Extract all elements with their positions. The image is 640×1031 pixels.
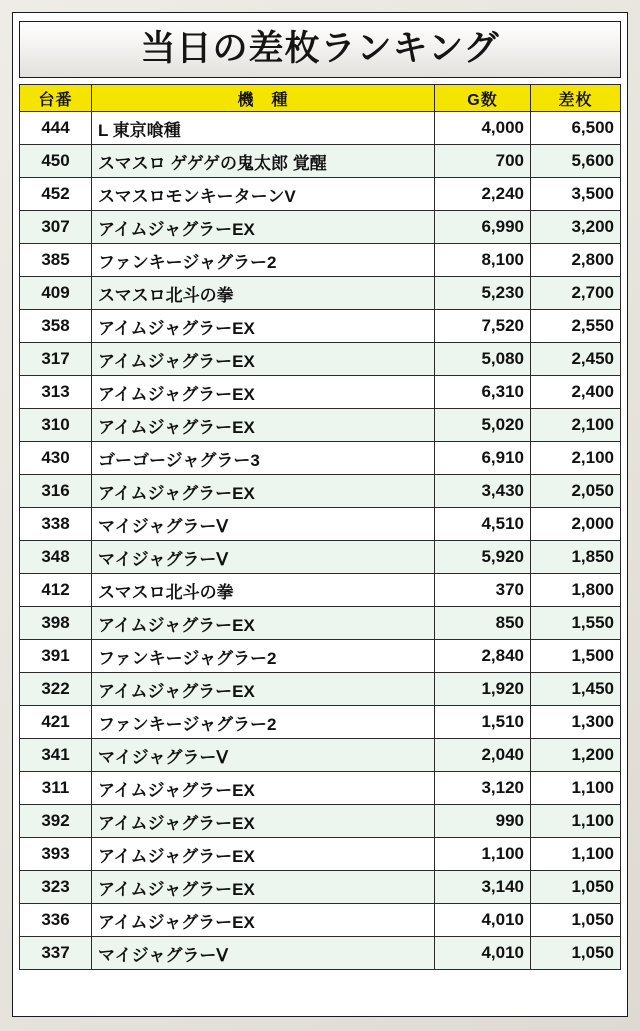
cell-machine-name: アイムジャグラーEX	[92, 211, 435, 244]
cell-diff: 1,100	[531, 838, 621, 871]
ranking-table	[19, 84, 621, 970]
cell-machine-name: アイムジャグラーEX	[92, 673, 435, 706]
cell-diff: 2,800	[531, 244, 621, 277]
cell-machine-no: 412	[20, 574, 92, 607]
page-title: 当日の差枚ランキング	[140, 29, 500, 68]
cell-diff: 3,200	[531, 211, 621, 244]
cell-machine-name: アイムジャグラーEX	[92, 343, 435, 376]
column-header-diff: 差枚	[531, 85, 621, 112]
cell-machine-name: アイムジャグラーEX	[92, 904, 435, 937]
table-row	[20, 409, 621, 442]
table-row	[20, 673, 621, 706]
cell-machine-name: アイムジャグラーEX	[92, 805, 435, 838]
table-row	[20, 310, 621, 343]
cell-games: 8,100	[435, 244, 531, 277]
cell-machine-no: 392	[20, 805, 92, 838]
table-row	[20, 508, 621, 541]
cell-games: 1,510	[435, 706, 531, 739]
table-row	[20, 838, 621, 871]
cell-machine-no: 323	[20, 871, 92, 904]
cell-diff: 5,600	[531, 145, 621, 178]
cell-games: 990	[435, 805, 531, 838]
cell-games: 2,040	[435, 739, 531, 772]
table-header	[20, 85, 621, 112]
table-row	[20, 574, 621, 607]
cell-machine-no: 409	[20, 277, 92, 310]
cell-games: 700	[435, 145, 531, 178]
cell-games: 6,910	[435, 442, 531, 475]
cell-games: 4,010	[435, 904, 531, 937]
cell-machine-name: アイムジャグラーEX	[92, 409, 435, 442]
cell-games: 5,020	[435, 409, 531, 442]
cell-machine-no: 316	[20, 475, 92, 508]
cell-diff: 1,850	[531, 541, 621, 574]
cell-games: 3,430	[435, 475, 531, 508]
cell-machine-name: ファンキージャグラー2	[92, 244, 435, 277]
cell-games: 5,230	[435, 277, 531, 310]
cell-machine-no: 337	[20, 937, 92, 970]
table-row	[20, 937, 621, 970]
column-header-machine-no: 台番	[20, 85, 92, 112]
cell-machine-no: 385	[20, 244, 92, 277]
cell-machine-no: 358	[20, 310, 92, 343]
cell-machine-no: 450	[20, 145, 92, 178]
table-row	[20, 541, 621, 574]
cell-games: 5,080	[435, 343, 531, 376]
cell-games: 4,510	[435, 508, 531, 541]
table-row	[20, 178, 621, 211]
table-row	[20, 904, 621, 937]
cell-games: 6,310	[435, 376, 531, 409]
title-section	[13, 13, 627, 84]
cell-games: 7,520	[435, 310, 531, 343]
cell-games: 4,010	[435, 937, 531, 970]
cell-diff: 1,300	[531, 706, 621, 739]
cell-diff: 1,050	[531, 937, 621, 970]
cell-games: 3,120	[435, 772, 531, 805]
cell-games: 1,920	[435, 673, 531, 706]
table-row	[20, 640, 621, 673]
table-row	[20, 772, 621, 805]
ranking-card	[12, 12, 628, 1017]
cell-diff: 6,500	[531, 112, 621, 145]
cell-machine-name: アイムジャグラーEX	[92, 475, 435, 508]
cell-diff: 2,100	[531, 442, 621, 475]
cell-diff: 1,450	[531, 673, 621, 706]
cell-machine-name: アイムジャグラーEX	[92, 772, 435, 805]
cell-games: 1,100	[435, 838, 531, 871]
cell-diff: 1,200	[531, 739, 621, 772]
table-body	[20, 112, 621, 970]
cell-machine-name: ファンキージャグラー2	[92, 640, 435, 673]
table-row	[20, 739, 621, 772]
cell-machine-name: アイムジャグラーEX	[92, 376, 435, 409]
table-row	[20, 607, 621, 640]
cell-games: 6,990	[435, 211, 531, 244]
cell-machine-name: マイジャグラーⅤ	[92, 541, 435, 574]
cell-machine-name: アイムジャグラーEX	[92, 607, 435, 640]
cell-machine-name: アイムジャグラーEX	[92, 871, 435, 904]
cell-machine-name: マイジャグラーⅤ	[92, 937, 435, 970]
cell-games: 370	[435, 574, 531, 607]
cell-diff: 2,000	[531, 508, 621, 541]
cell-machine-no: 336	[20, 904, 92, 937]
cell-machine-name: L 東京喰種	[92, 112, 435, 145]
column-header-games: G数	[435, 85, 531, 112]
cell-machine-no: 393	[20, 838, 92, 871]
cell-diff: 2,450	[531, 343, 621, 376]
cell-diff: 2,550	[531, 310, 621, 343]
ranking-table-wrap	[13, 84, 627, 1016]
cell-machine-no: 322	[20, 673, 92, 706]
table-row	[20, 112, 621, 145]
table-row	[20, 211, 621, 244]
table-row	[20, 277, 621, 310]
cell-diff: 2,700	[531, 277, 621, 310]
cell-diff: 2,100	[531, 409, 621, 442]
table-row	[20, 343, 621, 376]
cell-machine-name: スマスロモンキーターンV	[92, 178, 435, 211]
cell-diff: 1,100	[531, 772, 621, 805]
table-row	[20, 706, 621, 739]
title-box	[19, 21, 621, 78]
cell-machine-name: ゴーゴージャグラー3	[92, 442, 435, 475]
cell-machine-name: スマスロ北斗の拳	[92, 574, 435, 607]
cell-machine-name: ファンキージャグラー2	[92, 706, 435, 739]
table-row	[20, 145, 621, 178]
cell-diff: 1,500	[531, 640, 621, 673]
cell-games: 3,140	[435, 871, 531, 904]
cell-machine-no: 341	[20, 739, 92, 772]
cell-diff: 1,050	[531, 904, 621, 937]
cell-machine-name: アイムジャグラーEX	[92, 310, 435, 343]
cell-machine-no: 348	[20, 541, 92, 574]
table-row	[20, 805, 621, 838]
cell-machine-no: 430	[20, 442, 92, 475]
cell-games: 2,240	[435, 178, 531, 211]
cell-diff: 2,400	[531, 376, 621, 409]
cell-diff: 3,500	[531, 178, 621, 211]
cell-diff: 1,550	[531, 607, 621, 640]
cell-machine-no: 310	[20, 409, 92, 442]
cell-machine-name: マイジャグラーⅤ	[92, 739, 435, 772]
cell-machine-no: 311	[20, 772, 92, 805]
cell-games: 2,840	[435, 640, 531, 673]
cell-games: 4,000	[435, 112, 531, 145]
table-row	[20, 442, 621, 475]
cell-machine-no: 338	[20, 508, 92, 541]
cell-games: 850	[435, 607, 531, 640]
table-header-row	[20, 85, 621, 112]
cell-machine-no: 398	[20, 607, 92, 640]
cell-machine-name: マイジャグラーⅤ	[92, 508, 435, 541]
table-row	[20, 871, 621, 904]
cell-diff: 1,050	[531, 871, 621, 904]
cell-games: 5,920	[435, 541, 531, 574]
cell-machine-no: 391	[20, 640, 92, 673]
cell-machine-no: 317	[20, 343, 92, 376]
cell-diff: 1,800	[531, 574, 621, 607]
cell-machine-no: 452	[20, 178, 92, 211]
cell-machine-name: スマスロ北斗の拳	[92, 277, 435, 310]
cell-machine-name: アイムジャグラーEX	[92, 838, 435, 871]
table-row	[20, 376, 621, 409]
table-row	[20, 475, 621, 508]
cell-machine-no: 313	[20, 376, 92, 409]
table-row	[20, 244, 621, 277]
column-header-machine-name: 機 種	[92, 85, 435, 112]
cell-machine-no: 444	[20, 112, 92, 145]
cell-diff: 1,100	[531, 805, 621, 838]
cell-diff: 2,050	[531, 475, 621, 508]
cell-machine-no: 421	[20, 706, 92, 739]
cell-machine-no: 307	[20, 211, 92, 244]
cell-machine-name: スマスロ ゲゲゲの鬼太郎 覚醒	[92, 145, 435, 178]
